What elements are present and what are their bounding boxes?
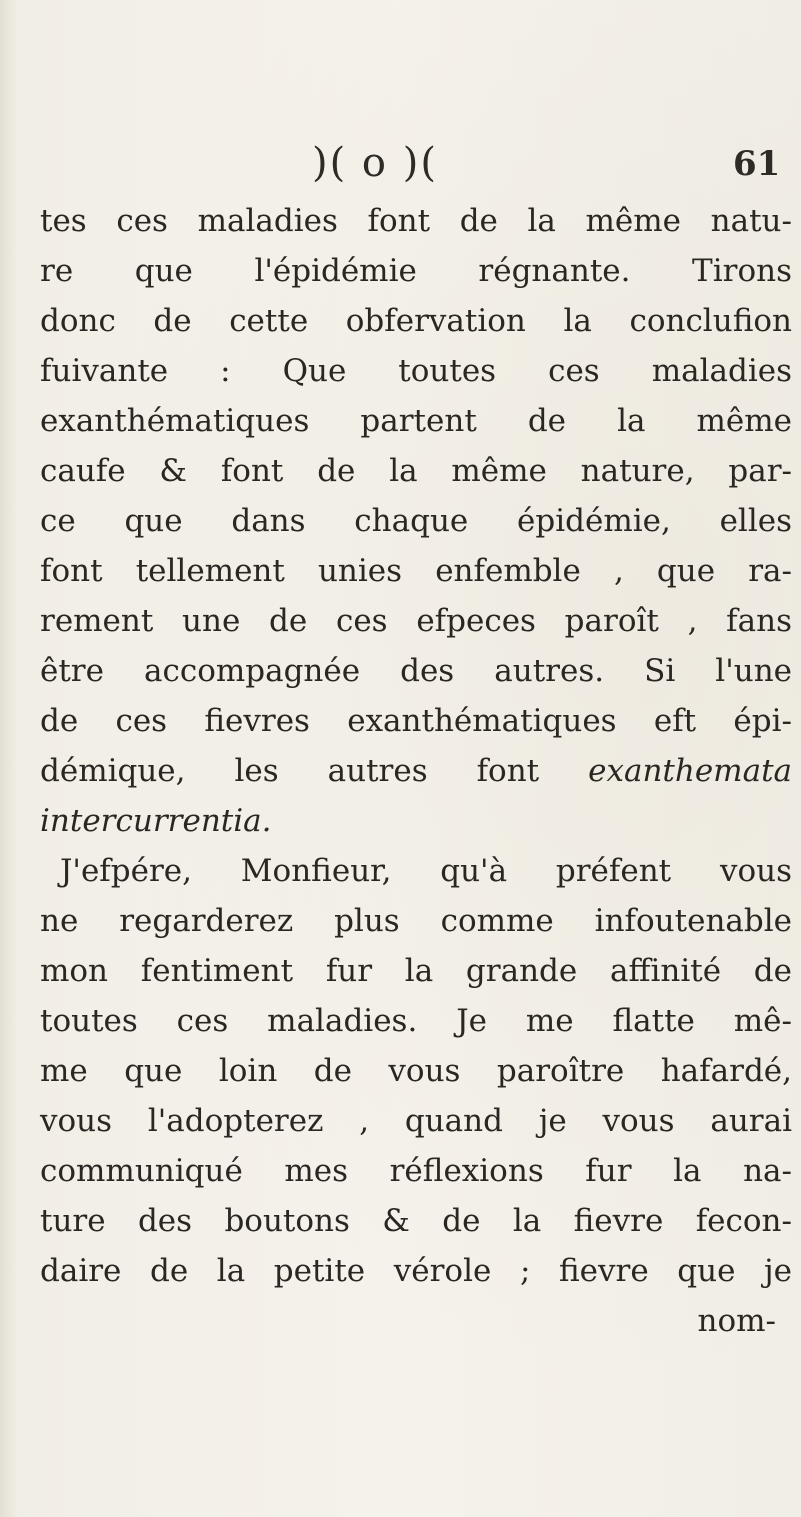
text-line: toutes ces maladies. Je me flatte mê- [40,1003,792,1039]
paragraph-start-line: J'efpére, Monfieur, qu'à préfent vous [60,853,792,889]
catchword: nom- [697,1303,776,1339]
text-line: communiqué mes réflexions fur la na- [40,1153,792,1189]
text-line: rement une de ces efpeces paroît , fans [40,603,792,639]
text-line-with-italic [40,746,792,796]
text-line: me que loin de vous paroître hafardé, [40,1053,792,1089]
text-line-start: démique, les autres font [40,753,540,789]
italic-term: exanthemata [588,753,793,789]
page-number: 61 [733,144,781,184]
text-line: tes ces maladies font de la même natu- [40,203,792,239]
text-line: donc de cette obfervation la conclufion [40,303,792,339]
text-line: caufe & font de la même nature, par- [40,453,792,489]
text-line: ce que dans chaque épidémie, elles [40,503,792,539]
running-header [0,138,801,198]
gutter-shadow [0,0,18,1517]
text-line: exanthématiques partent de la même [40,403,792,439]
text-line: re que l'épidémie régnante. Tirons [40,253,792,289]
text-line: fuivante : Que toutes ces maladies [40,353,792,389]
body-text [40,196,792,1346]
text-line: de ces fievres exanthématiques eft épi- [40,703,792,739]
text-line: font tellement unies enfemble , que ra- [40,553,792,589]
header-ornament: )( o )( [312,140,438,186]
text-line: daire de la petite vérole ; fievre que je [40,1253,792,1289]
text-line: mon fentiment fur la grande affinité de [40,953,792,989]
text-line: ture des boutons & de la fievre fecon- [40,1203,792,1239]
text-line: être accompagnée des autres. Si l'une [40,653,792,689]
text-line-italic: intercurrentia. [40,803,272,839]
text-line: ne regarderez plus comme infoutenable [40,903,792,939]
text-line: vous l'adopterez , quand je vous aurai [40,1103,792,1139]
